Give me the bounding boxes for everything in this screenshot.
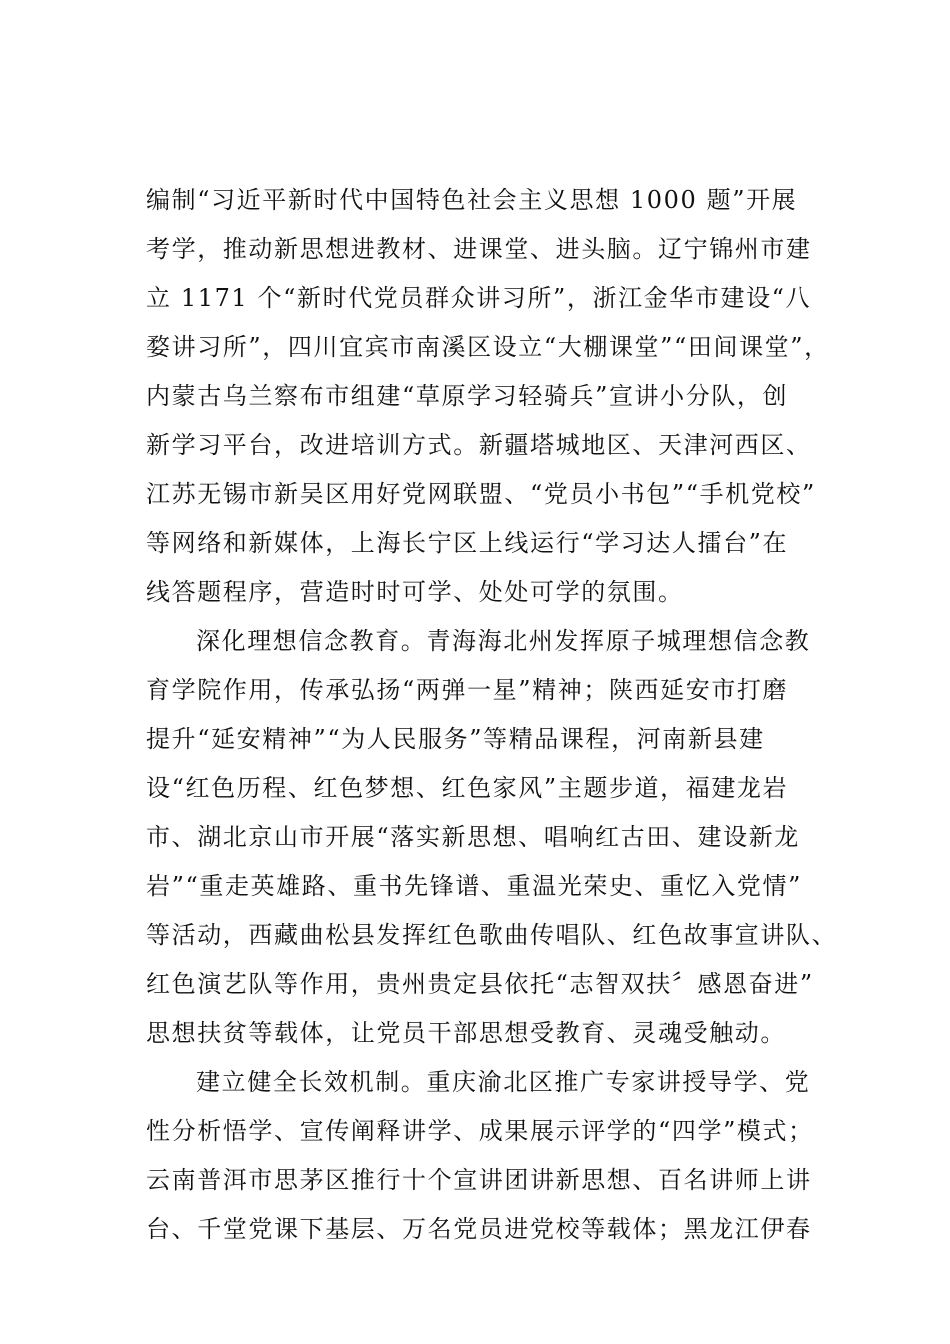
text-line: 婺讲习所”，四川宜宾市南溪区设立“大棚课堂”“田间课堂”， (146, 333, 830, 361)
text-line: 红色演艺队等作用，贵州贵定县依托“志智双扶〞感恩奋进” (146, 970, 814, 998)
text-line: 江苏无锡市新吴区用好党网联盟、“党员小书包”“手机党校” (146, 480, 816, 508)
paragraph-first-line: 深化理想信念教育。青海海北州发挥原子城理想信念教 (196, 627, 811, 655)
text-line: 立 1171 个“新时代党员群众讲习所”，浙江金华市建设“八 (146, 284, 812, 312)
paragraph-first-line: 建立健全长效机制。重庆渝北区推广专家讲授导学、党 (196, 1068, 811, 1096)
text-line: 云南普洱市思茅区推行十个宣讲团讲新思想、百名讲师上讲 (146, 1166, 812, 1194)
text-line: 新学习平台，改进培训方式。新疆塔城地区、天津河西区、 (146, 431, 812, 459)
text-line: 思想扶贫等载体，让党员干部思想受教育、灵魂受触动。 (146, 1019, 786, 1047)
text-line: 市、湖北京山市开展“落实新思想、唱响红古田、建设新龙 (146, 823, 800, 851)
text-line: 线答题程序，营造时时可学、处处可学的氛围。 (146, 578, 684, 606)
text-line: 等活动，西藏曲松县发挥红色歌曲传唱队、红色故事宣讲队、 (146, 921, 838, 949)
text-line: 等网络和新媒体，上海长宁区上线运行“学习达人擂台”在 (146, 529, 789, 557)
body-text (146, 176, 886, 1254)
text-line: 育学院作用，传承弘扬“两弹一星”精神；陕西延安市打磨 (146, 676, 789, 704)
text-line: 性分析悟学、宣传阐释讲学、成果展示评学的“四学”模式； (146, 1117, 814, 1145)
text-line: 编制“习近平新时代中国特色社会主义思想 1000 题”开展 (146, 186, 798, 214)
text-line: 内蒙古乌兰察布市组建“草原学习轻骑兵”宣讲小分队，创 (146, 382, 789, 410)
text-line: 考学，推动新思想进教材、进课堂、进头脑。辽宁锦州市建 (146, 235, 812, 263)
text-line: 岩”“重走英雄路、重书先锋谱、重温光荣史、重忆入党情” (146, 872, 803, 900)
text-line: 提升“延安精神”“为人民服务”等精品课程，河南新县建 (146, 725, 765, 753)
text-line: 台、千堂党课下基层、万名党员进党校等载体；黑龙江伊春 (146, 1215, 812, 1243)
text-line: 设“红色历程、红色梦想、红色家风”主题步道，福建龙岩 (146, 774, 789, 802)
